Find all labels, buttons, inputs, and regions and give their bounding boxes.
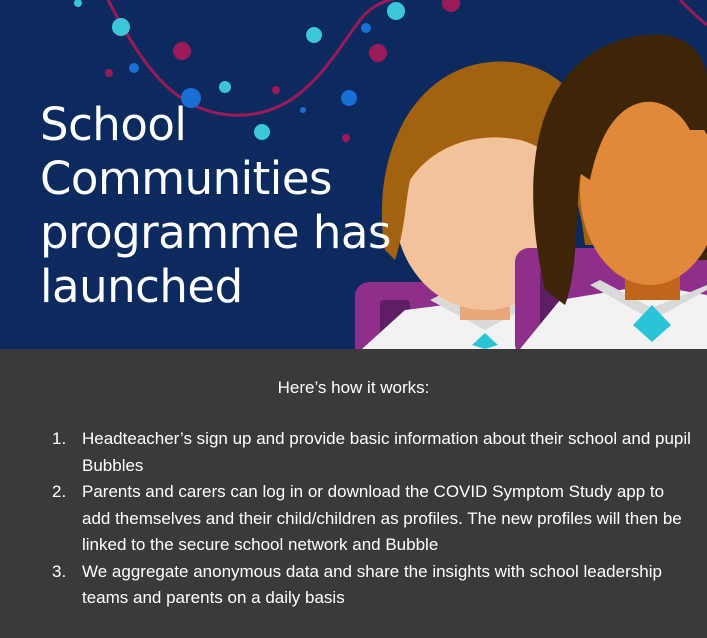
step-text: Parents and carers can log in or download the COVID Symptom Study app to add themselves and their child/children as profiles. The new profiles will then be linked to the secure school network and Bubble [82, 482, 682, 554]
hero-title-line: Communities [40, 152, 332, 205]
hero-title-line: launched [40, 260, 243, 313]
list-item [52, 426, 692, 479]
step-text: We aggregate anonymous data and share the insights with school leadership teams and parents on a daily basis [82, 561, 662, 607]
list-item [52, 479, 692, 559]
intro-text: Here’s how it works: [277, 378, 430, 397]
hero-title [40, 98, 400, 314]
steps-list [52, 426, 692, 612]
step-number: 3. [52, 561, 67, 581]
step-text: Headteacher’s sign up and provide basic information about their school and pupil Bubbles [82, 429, 691, 475]
list-item [52, 559, 692, 612]
how-it-works-section [0, 349, 707, 638]
decorative-wave-line-right [680, 0, 707, 25]
step-number: 2. [52, 482, 67, 501]
hero-title-line: programme has [40, 206, 391, 259]
step-number: 1. [52, 429, 67, 448]
hero-title-line: School [40, 98, 187, 151]
